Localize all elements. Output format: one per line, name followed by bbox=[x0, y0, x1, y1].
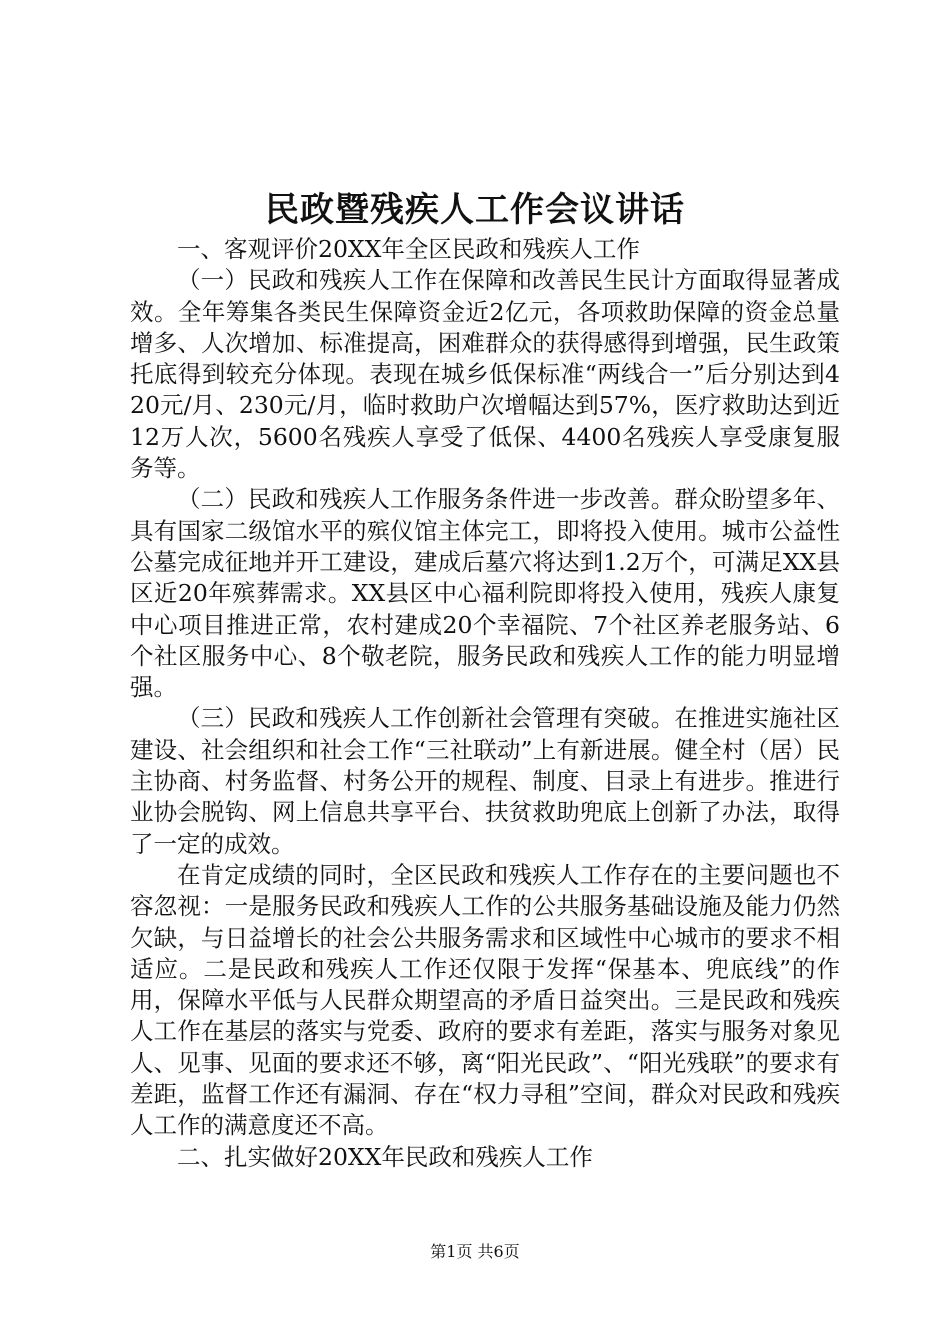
document-title: 民政暨残疾人工作会议讲话 bbox=[265, 190, 685, 230]
page-footer: 第1页 共6页 bbox=[430, 1242, 520, 1261]
section-heading-1: 一、客观评价20XX年全区民政和残疾人工作 bbox=[177, 235, 640, 263]
body-paragraph: （二）民政和残疾人工作服务条件进一步改善。群众盼望多年、具有国家二级馆水平的殡仪馆主体完工，即将投入使用。城市公益性公墓完成征地并开工建设，建成后墓穴将达到1.2万个，可满足XX县区近20年殡葬需求。XX县区中心福利院即将投入使用，残疾人康复中心项目推进正常，农村建成20个幸福院、7个社区养老服务站、6个社区服务中心、8个敬老院，服务民政和残疾人工作的能力明显增强。 bbox=[130, 485, 840, 702]
section-heading-2: 二、扎实做好20XX年民政和残疾人工作 bbox=[177, 1142, 593, 1171]
document-body bbox=[130, 234, 840, 1173]
body-paragraph: （三）民政和残疾人工作创新社会管理有突破。在推进实施社区建设、社会组织和社会工作“三社联动”上有新进展。健全村（居）民主协商、村务监督、村务公开的规程、制度、目录上有进步。推进行业协会脱钩、网上信息共享平台、扶贫救助兜底上创新了办法，取得了一定的成效。 bbox=[130, 704, 840, 858]
body-paragraph: （一）民政和残疾人工作在保障和改善民生民计方面取得显著成效。全年筹集各类民生保障资金近2亿元，各项救助保障的资金总量增多、人次增加、标准提高，困难群众的获得感得到增强，民生政策托底得到较充分体现。表现在城乡低保标准“两线合一”后分别达到420元/月、230元/月，临时救助户次增幅达到57%，医疗救助达到近12万人次，5600名残疾人享受了低保、4400名残疾人享受康复服务等。 bbox=[130, 266, 840, 483]
body-paragraph: 在肯定成绩的同时，全区民政和残疾人工作存在的主要问题也不容忽视：一是服务民政和残疾人工作的公共服务基础设施及能力仍然欠缺，与日益增长的社会公共服务需求和区域性中心城市的要求不相适应。二是民政和残疾人工作还仅限于发挥“保基本、兜底线”的作用，保障水平低与人民群众期望高的矛盾日益突出。三是民政和残疾人工作在基层的落实与党委、政府的要求有差距，落实与服务对象见人、见事、见面的要求还不够，离“阳光民政”、“阳光残联”的要求有差距，监督工作还有漏洞、存在“权力寻租”空间，群众对民政和残疾人工作的满意度还不高。 bbox=[130, 860, 840, 1140]
